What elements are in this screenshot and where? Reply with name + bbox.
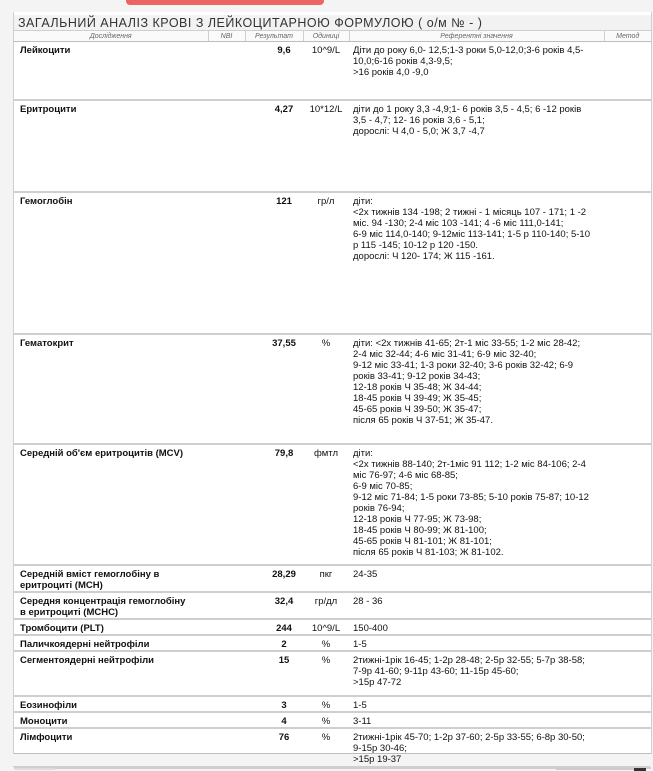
nbi-value bbox=[208, 334, 245, 444]
test-name: Моноцити bbox=[14, 712, 208, 728]
reference-range: 2тижні-1рік 16-45; 1-2р 28-48; 2-5р 32-55; 5-7р 38-58; 7-9р 41-60; 9-11р 43-60; 11-15р 45-60; >15р 47-72 bbox=[349, 651, 604, 696]
reference-range: діти: <2х тижнів 41-65; 2т-1 міс 33-55; 1-2 міс 28-42; 2-4 міс 32-44; 4-6 міс 31-41; 6-9 міс 32-40; 9-12 міс 33-41; 1-3 роки 32-40; 3-6 років 32-42; 6-9 років 33-41; 9-12 років 34-43; 12-18 років Ч 35-48; Ж 34-44; 18-45 років Ч 39-49; Ж 35-45; 45-65 років Ч 39-50; Ж 35-47; після 65 років Ч 37-51; Ж 35-47. bbox=[349, 334, 604, 444]
reference-range: 150-400 bbox=[349, 619, 604, 635]
lab-report-document bbox=[13, 12, 652, 765]
col-header-nbi: NBI bbox=[208, 31, 245, 42]
method-value bbox=[604, 192, 651, 334]
nbi-value bbox=[208, 696, 245, 712]
col-header-reference: Референтні значення bbox=[349, 31, 604, 42]
result-value: 4,27 bbox=[245, 100, 303, 192]
result-value: 121 bbox=[245, 192, 303, 334]
unit-value: % bbox=[303, 334, 349, 444]
unit-value: % bbox=[303, 635, 349, 651]
reference-range: діти: <2х тижнів 88-140; 2т-1міс 91 112; 1-2 міс 84-106; 2-4 міс 76-97; 4-6 міс 68-85; 6-9 міс 70-85; 9-12 міс 71-84; 1-5 роки 73-85; 5-10 років 75-87; 10-12 років 76-94; 12-18 років Ч 77-95; Ж 73-98; 18-45 років Ч 80-99; Ж 81-100; 45-65 років Ч 81-101; Ж 81-101; після 65 років Ч 81-103; Ж 81-102. bbox=[349, 444, 604, 565]
nbi-value bbox=[208, 712, 245, 728]
test-name: Паличкоядерні нейтрофіли bbox=[14, 635, 208, 651]
reference-range: 1-5 bbox=[349, 635, 604, 651]
unit-value: фмтл bbox=[303, 444, 349, 565]
result-value: 37,55 bbox=[245, 334, 303, 444]
result-value: 79,8 bbox=[245, 444, 303, 565]
unit-value: % bbox=[303, 651, 349, 696]
unit-value: 10^9/L bbox=[303, 619, 349, 635]
reference-range: 3-11 bbox=[349, 712, 604, 728]
col-header-method: Метод bbox=[604, 31, 651, 42]
result-value: 32,4 bbox=[245, 592, 303, 619]
nbi-value bbox=[208, 635, 245, 651]
result-value: 28,29 bbox=[245, 565, 303, 592]
method-value bbox=[604, 42, 651, 100]
result-value: 2 bbox=[245, 635, 303, 651]
table-row bbox=[14, 444, 651, 565]
result-value: 4 bbox=[245, 712, 303, 728]
table-header-row bbox=[14, 31, 651, 42]
test-name: Тромбоцити (PLT) bbox=[14, 619, 208, 635]
results-table bbox=[14, 31, 651, 769]
test-name: Середня концентрація гемоглобіну в еритроциті (MCHC) bbox=[14, 592, 208, 619]
unit-value: % bbox=[303, 696, 349, 712]
table-row bbox=[14, 712, 651, 728]
unit-value: 10*12/L bbox=[303, 100, 349, 192]
result-value: 244 bbox=[245, 619, 303, 635]
method-value bbox=[604, 619, 651, 635]
result-value: 76 bbox=[245, 728, 303, 768]
reference-range: Діти до року 6,0- 12,5;1-3 роки 5,0-12,0;3-6 років 4,5-10,0;6-16 років 4,3-9,5; >16 років 4,0 -9,0 bbox=[349, 42, 604, 100]
result-value: 9,6 bbox=[245, 42, 303, 100]
table-row bbox=[14, 334, 651, 444]
table-row bbox=[14, 651, 651, 696]
unit-value: гр/л bbox=[303, 192, 349, 334]
nbi-value bbox=[208, 100, 245, 192]
reference-range: 1-5 bbox=[349, 696, 604, 712]
notification-banner[interactable] bbox=[126, 0, 324, 5]
nbi-value bbox=[208, 42, 245, 100]
footer-right-text bbox=[556, 768, 646, 770]
unit-value: пкг bbox=[303, 565, 349, 592]
reference-range: діти: <2х тижнів 134 -198; 2 тижні - 1 місяць 107 - 171; 1 -2 міс. 94 -130; 2-4 міс 103 -141; 4 -6 міс 111,0-141; 6-9 міс 114,0-140; 9-12міс 113-141; 1-5 р 110-140; 5-10 р 115 -145; 10-12 р 120 -150. дорослі: Ч 120- 174; Ж 115 -161. bbox=[349, 192, 604, 334]
method-value bbox=[604, 696, 651, 712]
table-row bbox=[14, 728, 651, 768]
nbi-value bbox=[208, 728, 245, 768]
test-name: Лімфоцити bbox=[14, 728, 208, 768]
nbi-value bbox=[208, 192, 245, 334]
nbi-value bbox=[208, 651, 245, 696]
table-row bbox=[14, 635, 651, 651]
method-value bbox=[604, 334, 651, 444]
method-value bbox=[604, 444, 651, 565]
test-name: Гематокрит bbox=[14, 334, 208, 444]
method-value bbox=[604, 100, 651, 192]
unit-value: гр/дл bbox=[303, 592, 349, 619]
test-name: Еритроцити bbox=[14, 100, 208, 192]
col-header-result: Результат bbox=[245, 31, 303, 42]
method-value bbox=[604, 728, 651, 768]
test-name: Середній об'єм еритроцитів (MCV) bbox=[14, 444, 208, 565]
unit-value: 10^9/L bbox=[303, 42, 349, 100]
reference-range: 2тижні-1рік 45-70; 1-2р 37-60; 2-5р 33-55; 6-8р 30-50; 9-15р 30-46; >15р 19-37 bbox=[349, 728, 604, 768]
method-value bbox=[604, 565, 651, 592]
test-name: Гемоглобін bbox=[14, 192, 208, 334]
unit-value: % bbox=[303, 712, 349, 728]
method-value bbox=[604, 712, 651, 728]
nbi-value bbox=[208, 592, 245, 619]
page-footer bbox=[13, 766, 650, 771]
test-name: Лейкоцити bbox=[14, 42, 208, 100]
method-value bbox=[604, 592, 651, 619]
table-row bbox=[14, 696, 651, 712]
table-row bbox=[14, 592, 651, 619]
reference-range: діти до 1 року 3,3 -4,9;1- 6 років 3,5 - 4,5; 6 -12 років 3,5 - 4,7; 12- 16 років 3,6 - 5,1; дорослі: Ч 4,0 - 5,0; Ж 3,7 -4,7 bbox=[349, 100, 604, 192]
nbi-value bbox=[208, 619, 245, 635]
table-row bbox=[14, 192, 651, 334]
report-title: ЗАГАЛЬНИЙ АНАЛІЗ КРОВІ З ЛЕЙКОЦИТАРНОЮ ФОРМУЛОЮ ( о/м № - ) bbox=[14, 15, 651, 31]
method-value bbox=[604, 635, 651, 651]
table-row bbox=[14, 100, 651, 192]
unit-value: % bbox=[303, 728, 349, 768]
reference-range: 24-35 bbox=[349, 565, 604, 592]
result-value: 3 bbox=[245, 696, 303, 712]
test-name: Еозинофіли bbox=[14, 696, 208, 712]
footer-left-text bbox=[15, 768, 55, 770]
top-bar bbox=[0, 0, 653, 12]
col-header-unit: Одиниці bbox=[303, 31, 349, 42]
reference-range: 28 - 36 bbox=[349, 592, 604, 619]
nbi-value bbox=[208, 444, 245, 565]
col-header-test: Дослідження bbox=[14, 31, 208, 42]
test-name: Сегментоядерні нейтрофіли bbox=[14, 651, 208, 696]
nbi-value bbox=[208, 565, 245, 592]
table-row bbox=[14, 565, 651, 592]
result-value: 15 bbox=[245, 651, 303, 696]
test-name: Середній вміст гемоглобіну в еритроциті (MCH) bbox=[14, 565, 208, 592]
method-value bbox=[604, 651, 651, 696]
table-row bbox=[14, 42, 651, 100]
table-row bbox=[14, 619, 651, 635]
